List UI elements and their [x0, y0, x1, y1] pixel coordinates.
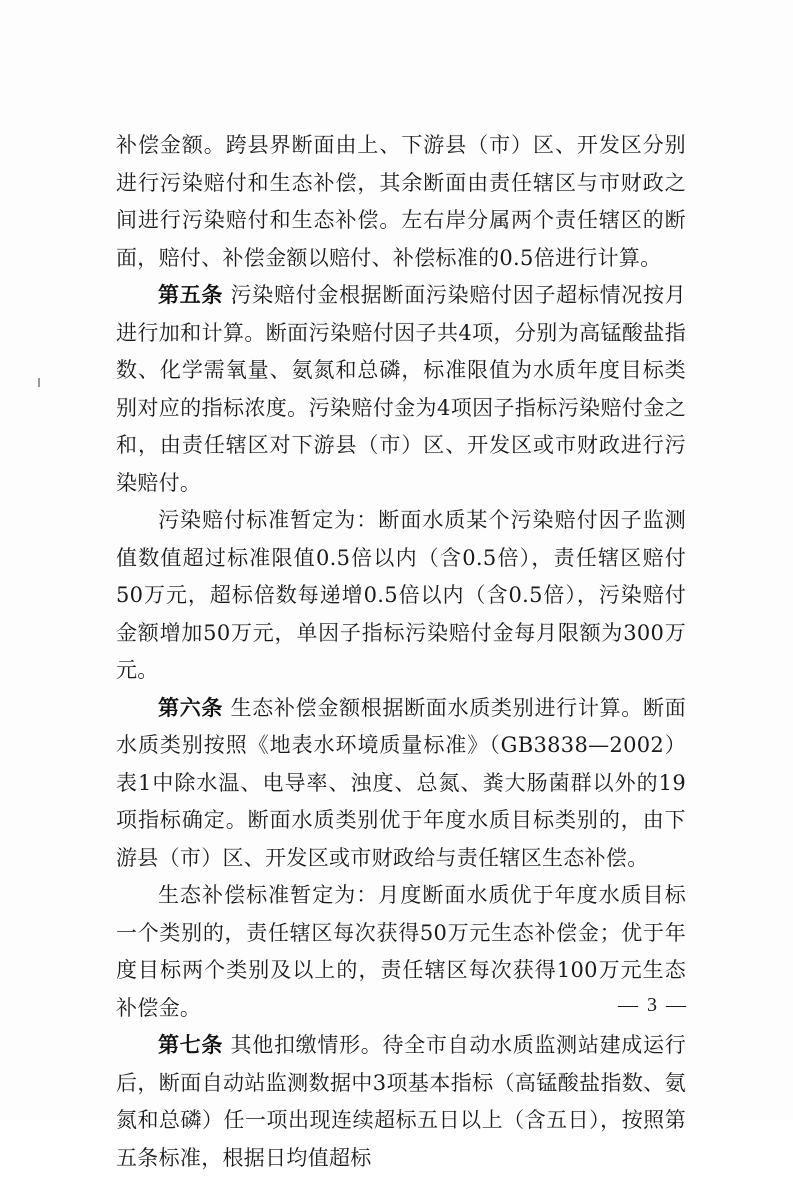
article-heading: 第五条: [158, 283, 224, 307]
article-heading: 第六条: [158, 695, 224, 720]
paragraph-article-7: [116, 1027, 686, 1177]
paragraph-compensation-amount: [116, 127, 686, 277]
paragraph-text: 生态补偿金额根据断面水质类别进行计算。断面水质类别按照《地表水环境质量标准》（GB3838—2002）表1中除水温、电导率、浊度、总氮、粪大肠菌群以外的19项指标确定。断面水质类别优于年度水质目标类别的，由下游县（市）区、开发区或市财政给与责任辖区生态补偿。: [116, 695, 686, 870]
paragraph-text: 污染赔付金根据断面污染赔付因子超标情况按月进行加和计算。断面污染赔付因子共4项，分别为高锰酸盐指数、化学需氧量、氨氮和总磷，标准限值为水质年度目标类别对应的指标浓度。污染赔付金为4项因子指标污染赔付金之和，由责任辖区对下游县（市）区、开发区或市财政进行污染赔付。: [116, 283, 686, 495]
page-number: — 3 —: [618, 994, 688, 1016]
paragraph-article-5: [116, 277, 686, 502]
article-heading: 第七条: [158, 1033, 224, 1057]
paragraph-text: 污染赔付标准暂定为：断面水质某个污染赔付因子监测值数值超过标准限值0.5倍以内（含0.5倍），责任辖区赔付50万元，超标倍数每递增0.5倍以内（含0.5倍），污染赔付金额增加50万元，单因子指标污染赔付金每月限额为300万元。: [116, 508, 686, 682]
document-body: [116, 127, 686, 1177]
paragraph-text: 补偿金额。跨县界断面由上、下游县（市）区、开发区分别进行污染赔付和生态补偿，其余断面由责任辖区与市财政之间进行污染赔付和生态补偿。左右岸分属两个责任辖区的断面，赔付、补偿金额以赔付、补偿标准的0.5倍进行计算。: [116, 133, 686, 270]
paragraph-article-6: [116, 690, 686, 878]
scan-mark: [38, 378, 40, 387]
paragraph-text: 生态补偿标准暂定为：月度断面水质优于年度水质目标一个类别的，责任辖区每次获得50万元生态补偿金；优于年度目标两个类别及以上的，责任辖区每次获得100万元生态补偿金。: [116, 883, 686, 1020]
paragraph-ecological-standard: [116, 877, 686, 1027]
paragraph-pollution-standard: [116, 502, 686, 690]
paragraph-text: 其他扣缴情形。待全市自动水质监测站建成运行后，断面自动站监测数据中3项基本指标（高锰酸盐指数、氨氮和总磷）任一项出现连续超标五日以上（含五日），按照第五条标准，根据日均值超标: [116, 1033, 686, 1170]
